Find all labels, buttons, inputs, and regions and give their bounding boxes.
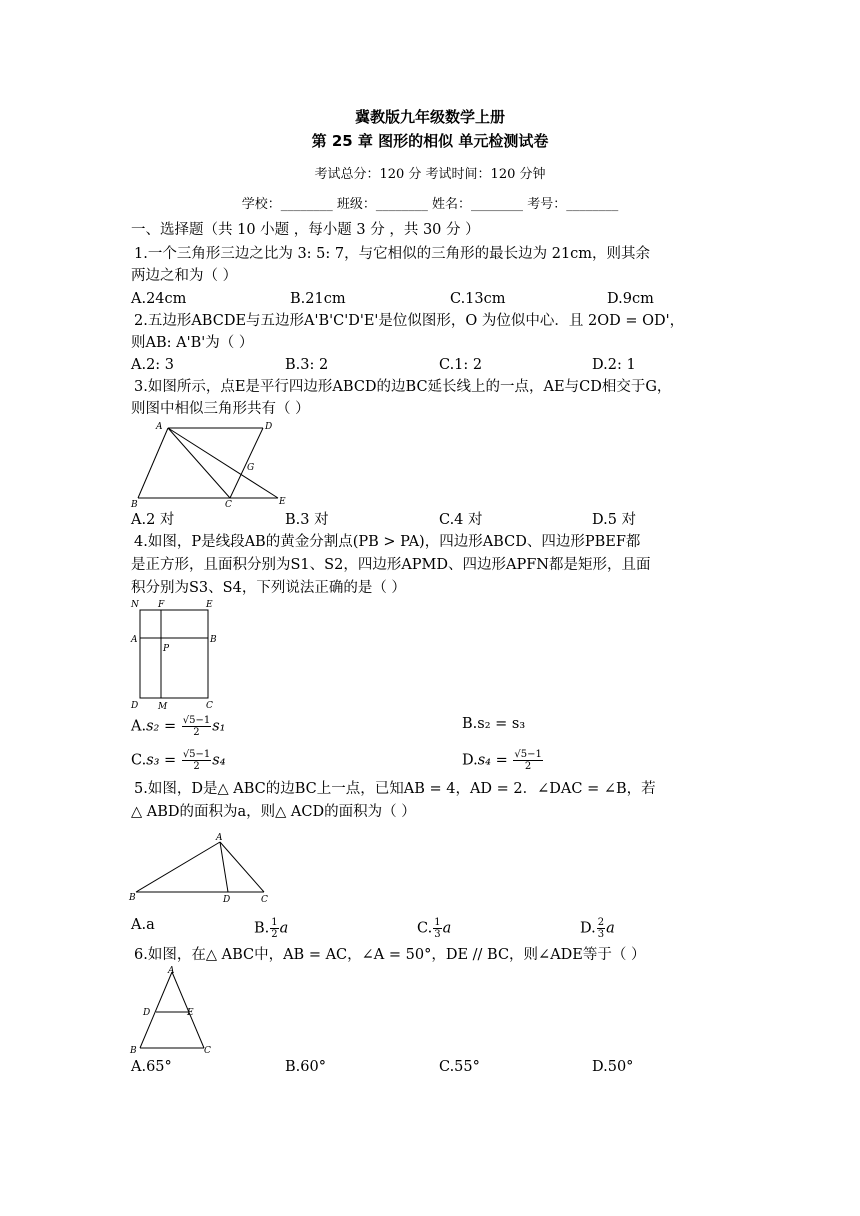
question-5-figure	[126, 830, 276, 908]
fig4-label-a: A	[131, 635, 138, 645]
question-6-option-a: A.65°	[131, 1059, 172, 1075]
question-4-option-d	[462, 749, 544, 772]
option-c-fraction	[433, 917, 441, 940]
fraction-denominator: 2	[193, 761, 200, 772]
option-c-rhs: s₄	[212, 752, 226, 769]
option-c-prefix: C.	[131, 752, 147, 769]
fig6-label-b: B	[130, 1046, 137, 1056]
fig3-label-c: C	[225, 500, 232, 510]
question-6-line-1: 6.如图，在△ ABC中，AB = AC，∠A = 50°，DE // BC，则∠ADE等于（ ）	[134, 947, 646, 963]
question-4-option-b: B.s₂ = s₃	[462, 716, 526, 732]
option-d-fraction	[597, 917, 605, 940]
question-6-option-d: D.50°	[592, 1059, 634, 1075]
option-b-var: a	[279, 920, 289, 937]
question-4-option-a	[131, 715, 225, 738]
question-1-line-1: 1.一个三角形三边之比为 3: 5: 7，与它相似的三角形的最长边为 21cm，则其余	[134, 246, 651, 262]
option-a-prefix: A.	[131, 718, 147, 735]
option-c-lhs: s₃ =	[146, 752, 177, 769]
fraction-denominator: 2	[524, 761, 532, 772]
question-3-line-2: 则图中相似三角形共有（ ）	[131, 401, 310, 417]
option-d-var: a	[606, 920, 615, 937]
question-2-option-a: A.2: 3	[131, 357, 175, 373]
question-1-option-d: D.9cm	[607, 291, 654, 307]
question-5-option-a: A.a	[131, 917, 155, 933]
fig3-label-d: D	[265, 422, 273, 432]
question-1-option-a: A.24cm	[131, 291, 187, 307]
option-c-prefix: C.	[417, 920, 433, 937]
option-a-rhs: s₁	[212, 718, 226, 735]
question-3-option-c: C.4 对	[439, 512, 483, 528]
question-3-line-1: 3.如图所示，点E是平行四边形ABCD的边BC延长线上的一点，AE与CD相交于G，	[134, 379, 672, 395]
question-3-option-b: B.3 对	[285, 512, 329, 528]
fig5-label-b: B	[129, 893, 136, 903]
question-4-figure	[128, 598, 224, 712]
fig5-label-a: A	[216, 833, 223, 843]
question-5-option-b	[254, 917, 288, 940]
option-a-fraction	[182, 715, 211, 738]
question-2-option-b: B.3: 2	[285, 357, 329, 373]
fraction-denominator: 3	[597, 929, 605, 940]
option-d-lhs: s₄ =	[477, 752, 508, 769]
fraction-numerator: √5−1	[182, 715, 211, 726]
question-1-option-b: B.21cm	[290, 291, 346, 307]
fig3-label-b: B	[131, 500, 138, 510]
question-6-option-c: C.55°	[439, 1059, 480, 1075]
fig4-label-p: P	[163, 644, 170, 654]
fraction-denominator: 3	[434, 929, 441, 940]
question-4-option-c	[131, 749, 226, 772]
option-a-lhs: s₂ =	[146, 718, 177, 735]
question-2-option-d: D.2: 1	[592, 357, 636, 373]
fig5-label-c: C	[261, 895, 268, 905]
question-2-line-1: 2.五边形ABCDE与五边形A'B'C'D'E'是位似图形，O 为位似中心．且 2OD = OD'，	[134, 313, 685, 329]
question-5-line-1: 5.如图，D是△ ABC的边BC上一点，已知AB = 4，AD = 2．∠DAC = ∠B，若	[134, 781, 656, 797]
fig3-label-a: A	[156, 422, 163, 432]
question-6-option-b: B.60°	[285, 1059, 326, 1075]
option-c-var: a	[442, 920, 452, 937]
option-c-fraction	[182, 749, 211, 772]
question-4-line-3: 积分别为S3、S4，下列说法正确的是（ ）	[131, 580, 406, 596]
fraction-denominator: 2	[271, 929, 278, 940]
fig6-label-a: A	[168, 966, 175, 976]
option-d-prefix: D.	[462, 752, 478, 769]
question-5-option-d	[580, 917, 615, 940]
option-d-prefix: D.	[580, 920, 596, 937]
option-b-fraction	[270, 917, 278, 940]
student-info-line: 学校：________ 班级：________ 姓名：________ 考号：________	[241, 197, 619, 212]
fig4-label-d: D	[131, 701, 139, 711]
fig4-label-f: F	[158, 600, 165, 610]
question-3-option-d: D.5 对	[592, 512, 637, 528]
question-1-line-2: 两边之和为（ ）	[131, 268, 238, 284]
fig4-label-b: B	[210, 635, 217, 645]
question-4-line-1: 4.如图，P是线段AB的黄金分割点(PB > PA)，四边形ABCD、四边形PBEF都	[134, 534, 641, 550]
fraction-numerator: 2	[597, 917, 605, 928]
question-5-line-2: △ ABD的面积为a，则△ ACD的面积为（ ）	[131, 804, 416, 820]
question-2-line-2: 则AB: A'B'为（ ）	[131, 335, 254, 351]
section-heading: 一、选择题（共 10 小题 ，每小题 3 分 ，共 30 分 ）	[131, 222, 480, 238]
fraction-numerator: √5−1	[182, 749, 211, 760]
exam-subtitle: 第 25 章 图形的相似 单元检测试卷	[311, 132, 549, 150]
fig6-label-e: E	[187, 1008, 194, 1018]
fraction-numerator: 1	[271, 917, 278, 928]
question-3-figure	[128, 420, 294, 510]
question-2-option-c: C.1: 2	[439, 357, 483, 373]
question-6-figure	[128, 964, 218, 1056]
fig6-label-d: D	[143, 1008, 151, 1018]
fig5-label-d: D	[223, 895, 231, 905]
fig3-label-g: G	[247, 463, 255, 473]
fig6-label-c: C	[204, 1046, 211, 1056]
question-1-option-c: C.13cm	[450, 291, 506, 307]
fig4-label-e: E	[206, 600, 213, 610]
exam-title: 冀教版九年级数学上册	[354, 108, 505, 126]
option-b-prefix: B.	[254, 920, 270, 937]
fraction-numerator: 1	[434, 917, 441, 928]
fraction-denominator: 2	[193, 727, 200, 738]
fraction-numerator: √5−1	[514, 749, 542, 760]
option-d-fraction	[513, 749, 542, 772]
question-3-option-a: A.2 对	[131, 512, 175, 528]
fig3-label-e: E	[279, 497, 286, 507]
fig4-label-m: M	[158, 702, 168, 712]
question-4-line-2: 是正方形，且面积分别为S1、S2，四边形APMD、四边形APFN都是矩形，且面	[131, 557, 651, 573]
exam-info: 考试总分：120 分 考试时间：120 分钟	[314, 167, 546, 182]
fig4-label-c: C	[206, 701, 213, 711]
fig4-label-n: N	[131, 600, 139, 610]
question-5-option-c	[417, 917, 451, 940]
